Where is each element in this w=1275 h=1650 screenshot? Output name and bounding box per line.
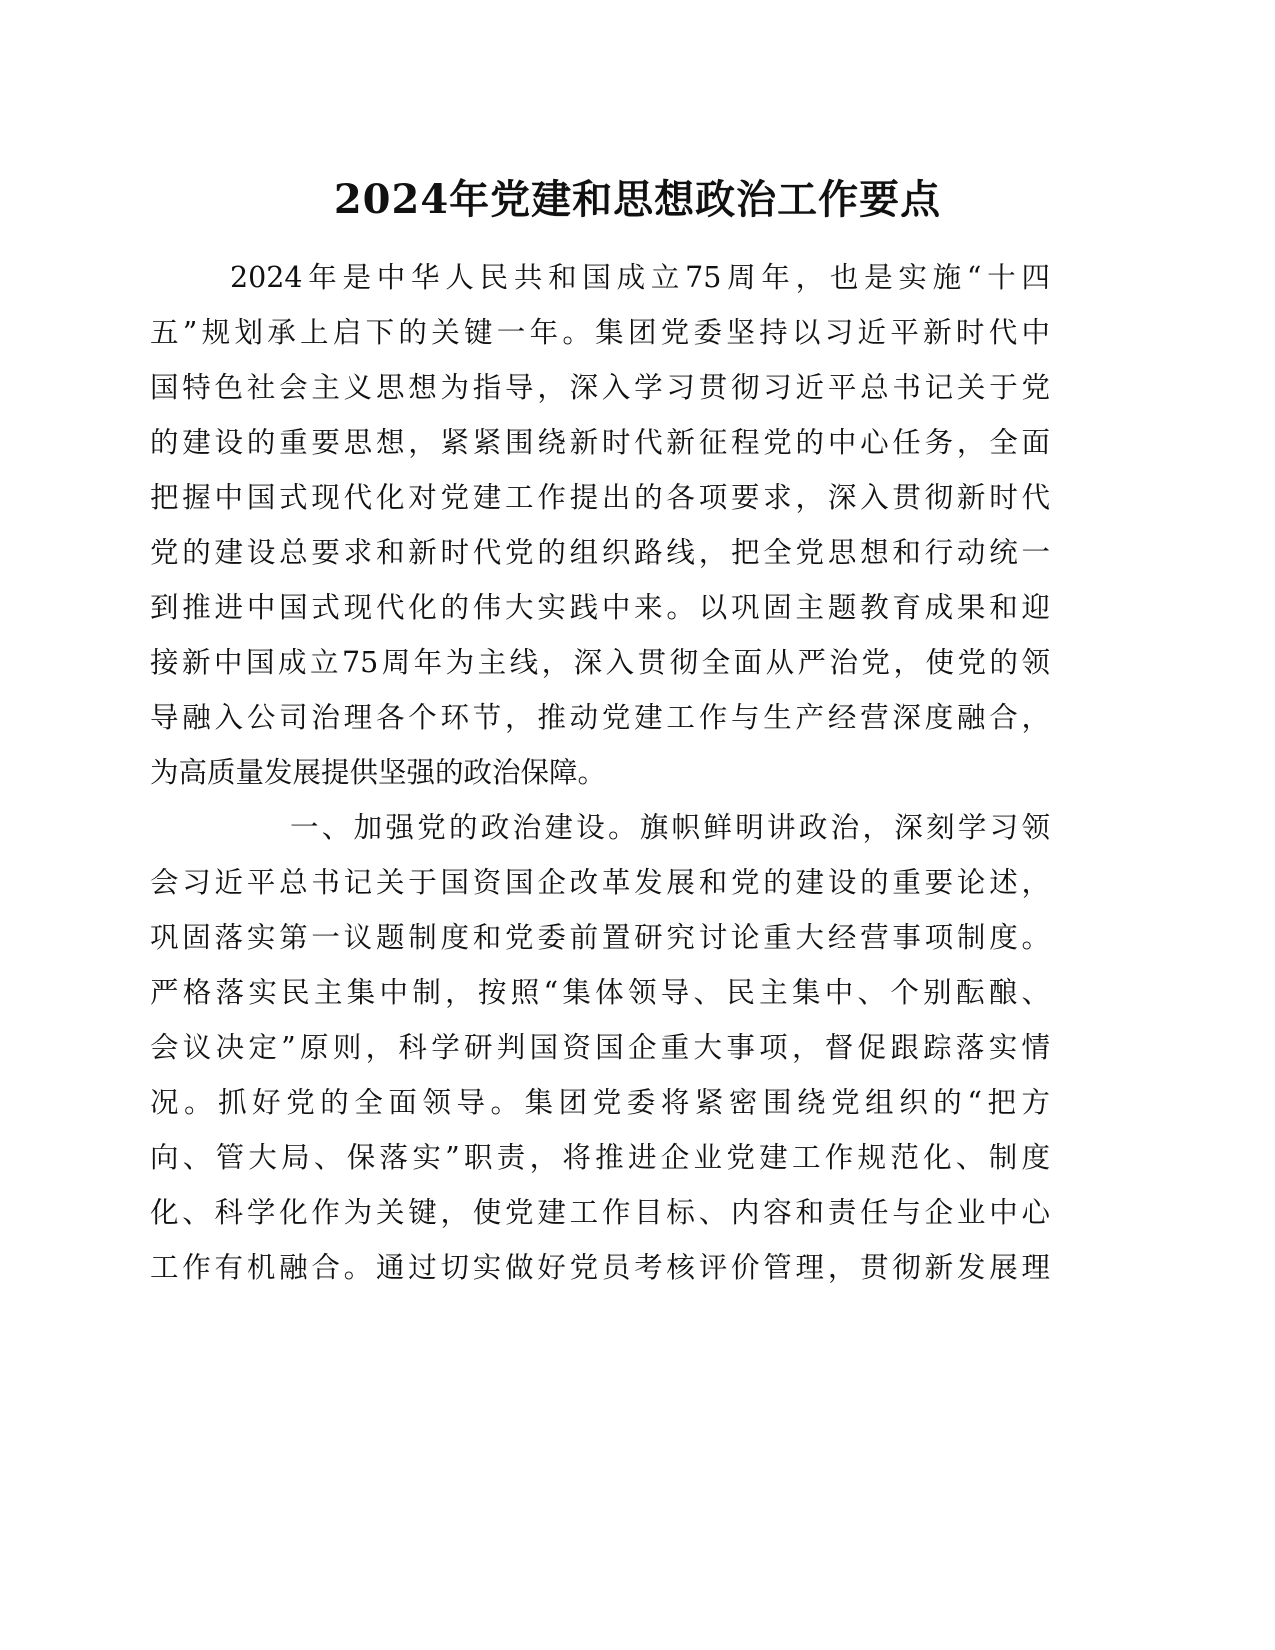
paragraph-1-line-9: 导融入公司治理各个环节，推动党建工作与生产经营深度融合，: [150, 701, 1050, 734]
paragraph-1-line-2: 五”规划承上启下的关键一年。集团党委坚持以习近平新时代中: [150, 316, 1050, 349]
paragraph-2-line-9: 工作有机融合。通过切实做好党员考核评价管理，贯彻新发展理: [150, 1251, 1050, 1284]
paragraph-2-line-8: 化、科学化作为关键，使党建工作目标、内容和责任与企业中心: [150, 1196, 1050, 1229]
paragraph-2-line-4: 严格落实民主集中制，按照“集体领导、民主集中、个别酝酿、: [150, 976, 1050, 1009]
paragraph-2-line-7: 向、管大局、保落实”职责，将推进企业党建工作规范化、制度: [150, 1141, 1050, 1174]
paragraph-1-line-5: 把握中国式现代化对党建工作提出的各项要求，深入贯彻新时代: [150, 481, 1050, 514]
paragraph-1-line-6: 党的建设总要求和新时代党的组织路线，把全党思想和行动统一: [150, 536, 1050, 569]
paragraph-1-line-3: 国特色社会主义思想为指导，深入学习贯彻习近平总书记关于党: [150, 371, 1050, 404]
paragraph-1-line-8: 接新中国成立75周年为主线，深入贯彻全面从严治党，使党的领: [150, 646, 1050, 679]
paragraph-1-line-4: 的建设的重要思想，紧紧围绕新时代新征程党的中心任务，全面: [150, 426, 1050, 459]
paragraph-1-line-1: 2024年是中华人民共和国成立75周年，也是实施“十四: [230, 261, 1050, 294]
paragraph-1-line-7: 到推进中国式现代化的伟大实践中来。以巩固主题教育成果和迎: [150, 591, 1050, 624]
paragraph-2-line-5: 会议决定”原则，科学研判国资国企重大事项，督促跟踪落实情: [150, 1031, 1050, 1064]
paragraph-2-line-6: 况。抓好党的全面领导。集团党委将紧密围绕党组织的“把方: [150, 1086, 1050, 1119]
paragraph-2-line-1: 一、加强党的政治建设。旗帜鲜明讲政治，深刻学习领: [290, 811, 1050, 844]
paragraph-2-line-3: 巩固落实第一议题制度和党委前置研究讨论重大经营事项制度。: [150, 921, 1050, 954]
paragraph-2-line-2: 会习近平总书记关于国资国企改革发展和党的建设的重要论述，: [150, 866, 1050, 899]
paragraph-1-line-10: 为高质量发展提供坚强的政治保障。: [150, 756, 607, 789]
document-body: [150, 250, 1050, 1295]
document-title: 2024年党建和思想政治工作要点: [333, 176, 942, 223]
